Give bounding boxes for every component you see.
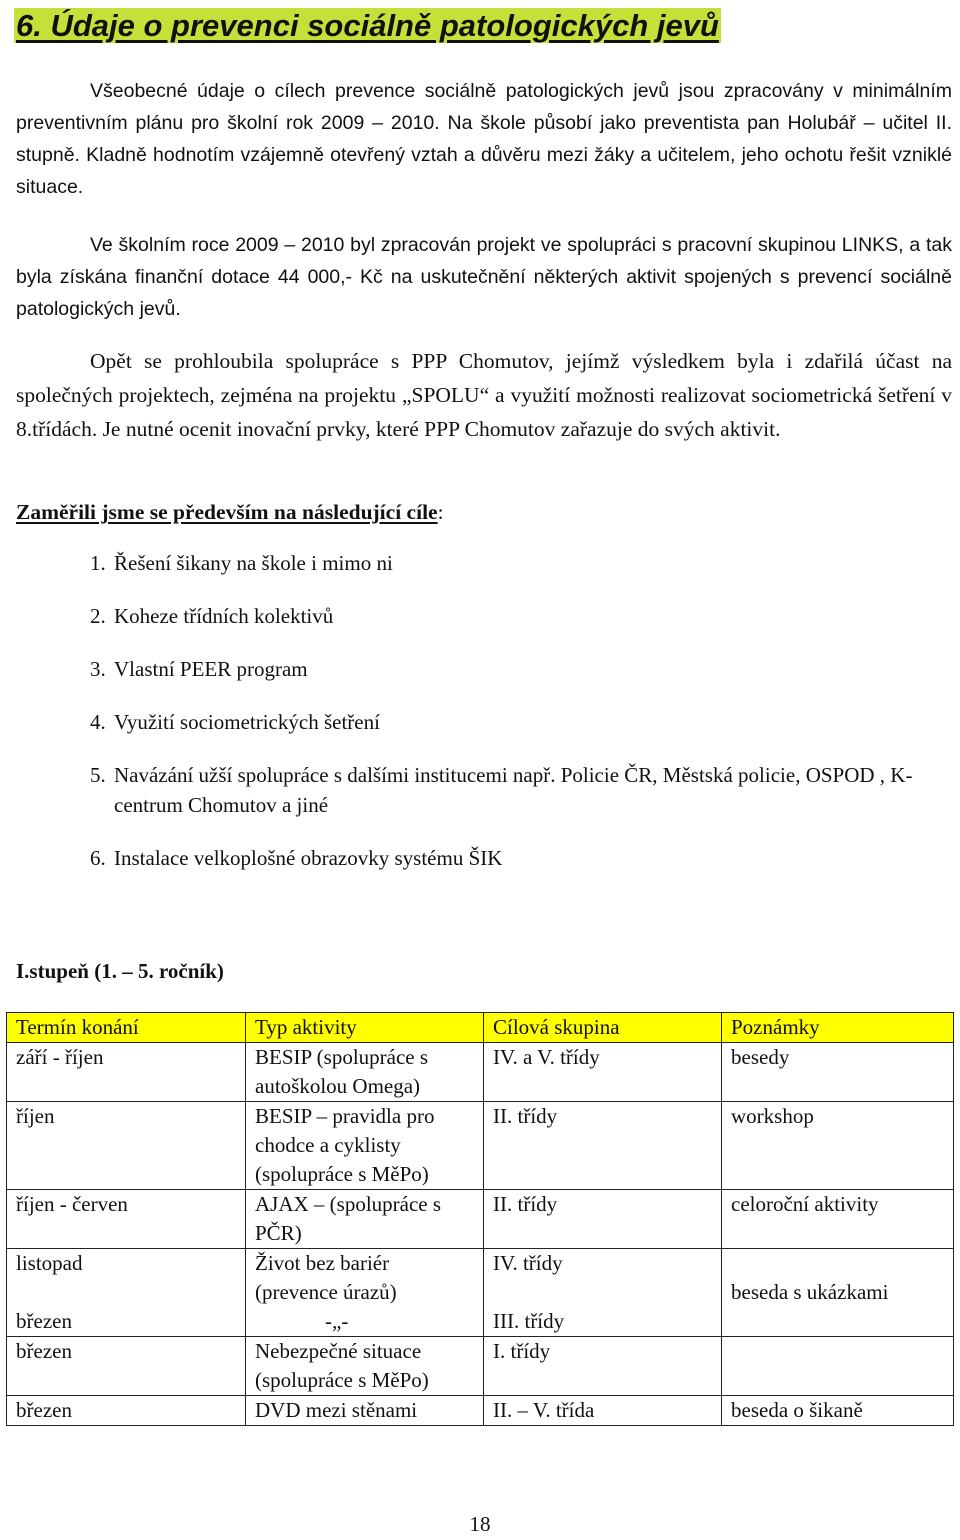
cell-note: workshop: [722, 1102, 954, 1190]
cell-note: besedy: [722, 1043, 954, 1102]
group-first: IV. třídy: [493, 1251, 563, 1275]
cell-note: beseda s ukázkami: [722, 1249, 954, 1337]
cell-group: II. – V. třída: [484, 1396, 722, 1426]
cell-note: celoroční aktivity: [722, 1190, 954, 1249]
cell-type: BESIP – pravidla pro chodce a cyklisty (spolupráce s MěPo): [246, 1102, 484, 1190]
cell-group: I. třídy: [484, 1337, 722, 1396]
page-number: 18: [469, 1512, 491, 1536]
cell-type: BESIP (spolupráce s autoškolou Omega): [246, 1043, 484, 1102]
cell-type: [246, 1249, 484, 1337]
cell-term: říjen - červen: [7, 1190, 246, 1249]
cell-group: [484, 1249, 722, 1337]
type-first: Život bez bariér (prevence úrazů): [255, 1251, 397, 1304]
table-row: [7, 1249, 954, 1337]
table-row: [7, 1337, 954, 1396]
header-note: Poznámky: [722, 1013, 954, 1043]
cell-type: Nebezpečné situace (spolupráce s MěPo): [246, 1337, 484, 1396]
section-heading: 6. Údaje o prevenci sociálně patologických jevů: [16, 8, 719, 43]
cell-term: březen: [7, 1337, 246, 1396]
group-second: III. třídy: [493, 1309, 565, 1333]
activities-table: [6, 1012, 954, 1426]
cell-note: beseda o šikaně: [722, 1396, 954, 1426]
header-term: Termín konání: [7, 1013, 246, 1043]
list-item: 6. Instalace velkoplošné obrazovky systému ŠIK: [90, 846, 503, 870]
cell-group: II. třídy: [484, 1102, 722, 1190]
term-first: listopad: [16, 1251, 83, 1275]
list-item: 3. Vlastní PEER program: [90, 657, 308, 681]
stage-title: I.stupeň (1. – 5. ročník): [16, 959, 224, 983]
cell-term: říjen: [7, 1102, 246, 1190]
type-second: -„-: [325, 1309, 349, 1333]
list-item: 4. Využití sociometrických šetření: [90, 710, 380, 734]
cell-term: březen: [7, 1396, 246, 1426]
header-group: Cílová skupina: [484, 1013, 722, 1043]
cell-term: [7, 1249, 246, 1337]
paragraph-general: Všeobecné údaje o cílech prevence sociálně patologických jevů jsou zpracovány v minimálním preventivním plánu pro školní rok 2009 – 2010. Na škole působí jako preventista pan Holubář – učitel II. stupně. Kladně hodnotím vzájemně otevřený vztah a důvěru mezi žáky a učitelem, jeho ochotu řešit vzniklé situace.: [16, 80, 952, 198]
list-item: 1. Řešení šikany na škole i mimo ni: [90, 551, 393, 575]
table-header-row: [7, 1013, 954, 1043]
cell-type: DVD mezi stěnami: [246, 1396, 484, 1426]
cell-group: IV. a V. třídy: [484, 1043, 722, 1102]
list-item: 5. Navázání užší spolupráce s dalšími institucemi např. Policie ČR, Městská policie, OSPOD , K-centrum Chomutov a jiné: [90, 763, 913, 817]
table-row: [7, 1102, 954, 1190]
header-type: Typ aktivity: [246, 1013, 484, 1043]
cell-group: II. třídy: [484, 1190, 722, 1249]
list-item: 2. Koheze třídních kolektivů: [90, 604, 334, 628]
table-row: [7, 1190, 954, 1249]
term-second: březen: [16, 1309, 72, 1333]
paragraph-project: Ve školním roce 2009 – 2010 byl zpracován projekt ve spolupráci s pracovní skupinou LINKS, a tak byla získána finanční dotace 44 000,- Kč na uskutečnění některých aktivit spojených s prevencí sociálně patologických jevů.: [16, 234, 952, 320]
table-row: [7, 1043, 954, 1102]
cell-note: [722, 1337, 954, 1396]
goals-title: Zaměřili jsme se především na následující cíle:: [16, 500, 444, 524]
goals-list: [90, 548, 950, 896]
paragraph-cooperation: Opět se prohloubila spolupráce s PPP Chomutov, jejímž výsledkem byla i zdařilá účast na společných projektech, zejména na projektu „SPOLU“ a využití možnosti realizovat sociometrická šetření v 8.třídách. Je nutné ocenit inovační prvky, které PPP Chomutov zařazuje do svých aktivit.: [16, 349, 952, 441]
cell-term: září - říjen: [7, 1043, 246, 1102]
table-row: [7, 1396, 954, 1426]
cell-type: AJAX – (spolupráce s PČR): [246, 1190, 484, 1249]
